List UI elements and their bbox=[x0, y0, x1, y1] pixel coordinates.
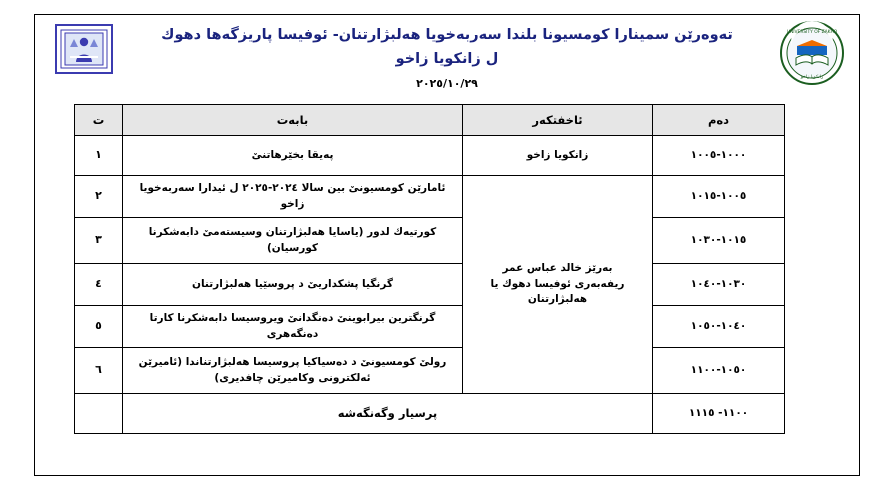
cell-time-7: ١١٠٠- ١١١٥ bbox=[653, 394, 785, 434]
table-row bbox=[75, 394, 785, 434]
table-row bbox=[75, 218, 785, 264]
title-line-2: ل زانكویا زاخو bbox=[395, 51, 499, 68]
title-block bbox=[131, 24, 763, 90]
cell-time-4: ١٠٣٠-١٠٤٠ bbox=[653, 264, 785, 306]
cell-no-4: ٤ bbox=[75, 264, 123, 306]
svg-text:زانكویا زاخو: زانكویا زاخو bbox=[800, 75, 824, 80]
table-header-row bbox=[75, 105, 785, 136]
seminar-schedule-table bbox=[74, 104, 785, 434]
svg-text:UNIVERSITY OF ZAKHO: UNIVERSITY OF ZAKHO bbox=[786, 30, 838, 35]
column-header-time: دەم bbox=[653, 105, 785, 136]
university-of-zakho-seal-icon bbox=[779, 20, 845, 86]
cell-no-6: ٦ bbox=[75, 348, 123, 394]
seminar-date: ٢٠٢٥/١٠/٢٩ bbox=[416, 76, 478, 90]
schedule-table-container bbox=[75, 104, 785, 434]
cell-time-5: ١٠٤٠-١٠٥٠ bbox=[653, 306, 785, 348]
cell-topic-6: رولێ كومسیونێ د دەسیاكیا پروسیسا هەلبژارتناندا (ئامیرێن ئەلكترونی وكامیرێن چافدیری) bbox=[123, 348, 463, 394]
table-row bbox=[75, 348, 785, 394]
table-row bbox=[75, 306, 785, 348]
column-header-lecturer: ئاخفتكەر bbox=[463, 105, 653, 136]
cell-lecturer-1: زانكویا زاخو bbox=[463, 136, 653, 176]
cell-topic-2: ئامارێن كومسیونێ بین سالا ٢٠٢٤-٢٠٢٥ ل ئیدارا سەربەخویا زاخو bbox=[123, 176, 463, 218]
lecturer-title: ریفەبەری ئوفیسا دهوك یا هەلبژارتنان bbox=[490, 277, 625, 306]
cell-time-3: ١٠١٥-١٠٣٠ bbox=[653, 218, 785, 264]
cell-no-3: ٣ bbox=[75, 218, 123, 264]
cell-no-7 bbox=[75, 394, 123, 434]
cell-no-1: ١ bbox=[75, 136, 123, 176]
cell-lecturer-merged bbox=[463, 176, 653, 394]
table-row bbox=[75, 176, 785, 218]
cell-no-5: ٥ bbox=[75, 306, 123, 348]
cell-topic-3: كورتیەك لدور (یاسایا هەلبژارتنان وسیستەمێ دابەشكرنا كورسیان) bbox=[123, 218, 463, 264]
title-line-1: تەوەرێن سمینارا كومسیونا بلندا سەربەخویا هەلبژارتنان- ئوفیسا پاریزگەها دهوك bbox=[161, 27, 733, 43]
column-header-topic: بابەت bbox=[123, 105, 463, 136]
table-row bbox=[75, 264, 785, 306]
cell-time-2: ١٠٠٥-١٠١٥ bbox=[653, 176, 785, 218]
cell-topic-1: پەیقا بخێرهاتنێ bbox=[123, 136, 463, 176]
document-header bbox=[35, 18, 859, 98]
lecturer-name: بەرێز خالد عباس عمر bbox=[502, 261, 613, 274]
cell-time-1: ١٠٠٠-١٠٠٥ bbox=[653, 136, 785, 176]
cell-topic-5: گرنگترین بیرابوینێ دەنگدانێ ویروسیسا دابەشكرنا كارتا دەنگەهری bbox=[123, 306, 463, 348]
column-header-no: ت bbox=[75, 105, 123, 136]
zakho-university-emblem-icon bbox=[55, 24, 113, 74]
cell-no-2: ٢ bbox=[75, 176, 123, 218]
cell-topic-4: گرنگیا پشكداریێ د پروسێیا هەلبژارتنان bbox=[123, 264, 463, 306]
table-row bbox=[75, 136, 785, 176]
cell-time-6: ١٠٥٠-١١٠٠ bbox=[653, 348, 785, 394]
cell-topic-7: پرسیار وگەنگەشە bbox=[123, 394, 653, 434]
